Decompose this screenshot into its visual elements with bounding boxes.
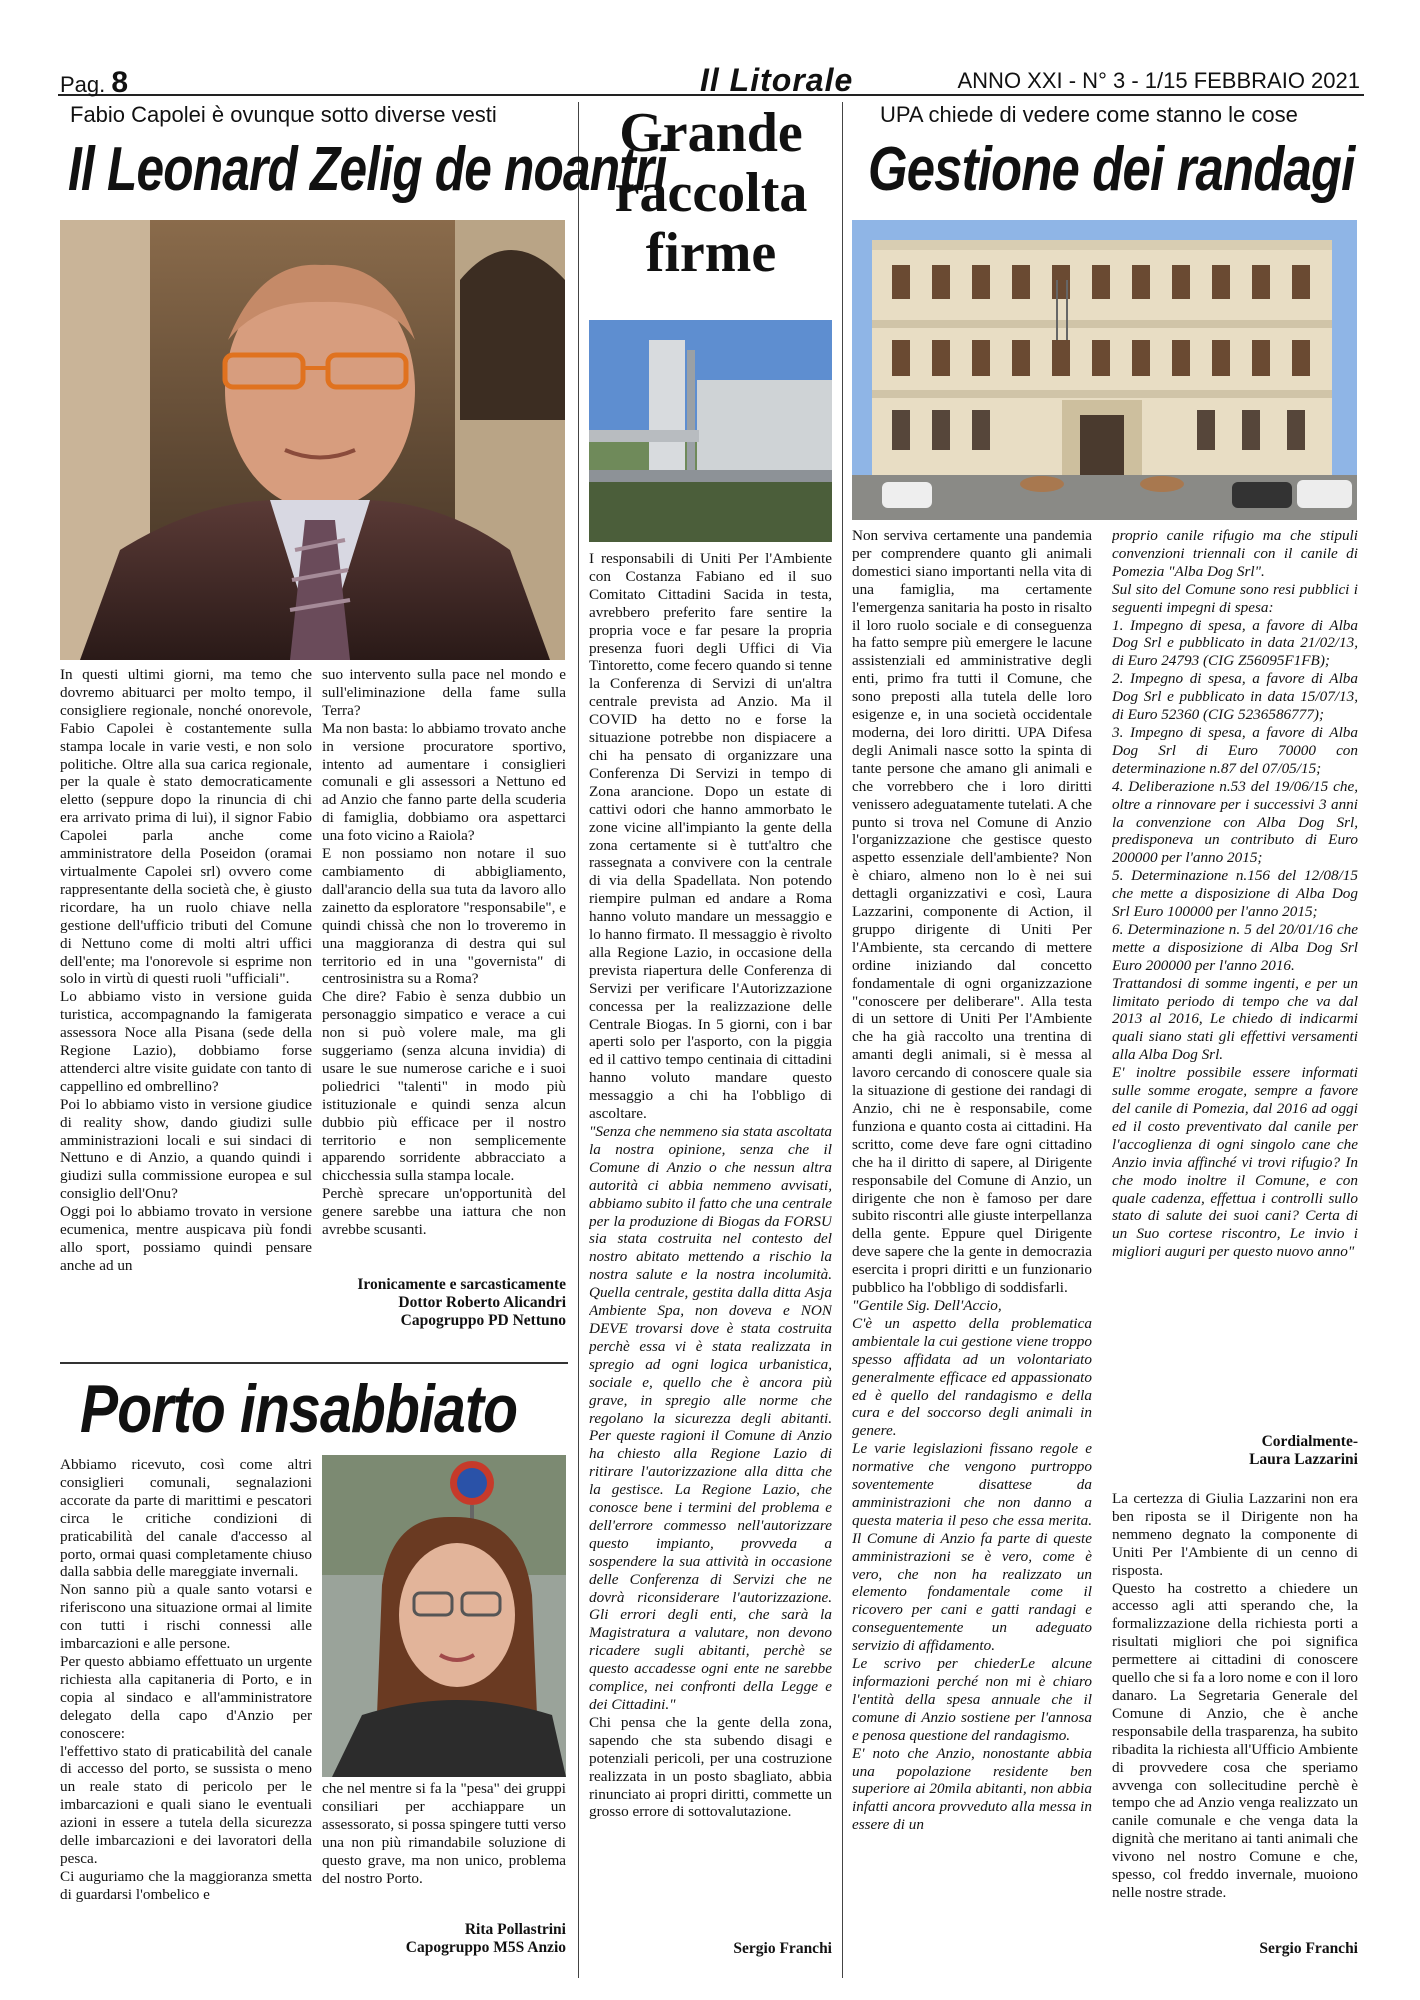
- right-after-p2: Questo ha costretto a chiedere un accesso agli atti sperando che, la formalizzazione della richiesta porti a risultati migliori che poi significa permettere ai cittadini di conoscere quello che si fa a loro nome e con il loro danaro. La Segretaria Generale del Comune di Anzio, che è anche responsabile della trasparenza, ha subito ribadita la richiesta all'Ufficio Ambiente di provvedere cosa che speriamo avvenga con sollecitudine perchè è tempo che ad Anzio venga realizzato un canile comunale e che venga data la dignità che meritano ai tanti animali che vivono nel nostro Comune e che, spesso, col freddo invernale, muoiono nelle nostre strade.: [1112, 1579, 1358, 1901]
- right-letter-item5: 5. Determinazione n.156 del 12/08/15 che mette a disposizione di Alba Dog Srl Euro 100000 per l'anno 2015;: [1112, 867, 1358, 921]
- page-number: [60, 66, 128, 100]
- right-letter-item4: 4. Deliberazione n.53 del 19/06/15 che, oltre a rinnovare per i successivi 3 anni la convenzione con Alba Dog Srl, predisponeva un contributo di Euro 200000 per l'anno 2015;: [1112, 777, 1358, 867]
- left-kicker: Fabio Capolei è ovunque sotto diverse vesti: [70, 102, 497, 127]
- porto-article-col2: [322, 1780, 566, 1890]
- left-col1-p1: In questi ultimi giorni, ma temo che dovremo abituarci per molto tempo, il consigliere regionale, nonché onorevole, Fabio Capolei è costantemente sulla stampa locale in varie vesti, e non solo politiche. Oltre alla sua carica regionale, per la quale è stato democraticamente eletto (seppure dopo la rinuncia di chi era arrivato prima di lui), il signor Fabio Capolei parla anche come amministratore della Poseidon (oramai virtualmente Capolei srl) ovvero come rappresentante della società che, è giusto ricordare, ha un ruolo chiave nella gestione dell'ufficio tributi del Comune di Nettuno come di molti altri uffici dell'ente; ma l'onorevole si esprime non solo in virtù di questi ruoli "ufficiali".: [60, 666, 312, 988]
- middle-headline-line2: raccolta: [614, 162, 808, 224]
- middle-intro: I responsabili di Uniti Per l'Ambiente con Costanza Fabiano ed il suo Comitato Cittadini Sacida in testa, avrebbero preferito fare sentire la propria voce e far pesare la propria presenza fuori degli Uffici di Via Tintoretto, come fecero quando si tenne la Conferenza di Servizi di un'altra centrale prevista ad Anzio. Ma il COVID ha detto no e forse la situazione potrebbe non dispiacere a chi ha pensato di organizzare una Conferenza Di Servizi in tempo di Zona arancione. Dopo un estate di cattivi odori che hanno ammorbato le zone vicine all'impianto la gente della zona certamente si è tutt'altro che rassegnata a convivere con la centrale di via della Spadellata. Non potendo riempire pulman ed andare a Roma hanno voluto mandare un messaggio e lo hanno firmato. Il messaggio è rivolto alla Regione Lazio, in occasione della prevista riapertura delle Conferenza di Servizi per verificare l'Autorizzazione concessa per la realizzazione delle Centrale Biogas. In 5 giorni, con i bar aperti solo per l'asporto, con la piggia ed il cattivo tempo centinaia di cittadini hanno voluto mandare questo messaggio a chi ha l'obbligo di ascoltare.: [589, 550, 832, 1123]
- right-letter-c2-p4: E' inoltre possibile essere informati sulle somme erogate, sempre a favore del canile di Pomezia, dal 2016 ad oggi ed il costo preventivato dal canile per l'accoglienza di ogni singolo cane che Anzio invia affinché vi trovi rifugio? In che modo inoltre il Comune, e con quale cadenza, effettua i controlli sullo stato di salute dei suoi cani? Certa di un Suo cortese riscontro, Le invio i migliori auguri per questo nuovo anno": [1112, 1064, 1358, 1261]
- right-letter-c2-p2: Sul sito del Comune sono resi pubblici i seguenti impegni di spesa:: [1112, 580, 1358, 616]
- porto-signature-name: Rita Pollastrini: [464, 1921, 566, 1938]
- porto-signature-role: Capogruppo M5S Anzio: [405, 1939, 566, 1956]
- page-label: Pag.: [60, 72, 106, 97]
- right-letter-salutation: "Gentile Sig. Dell'Accio,: [852, 1296, 1002, 1314]
- middle-headline: [590, 103, 832, 283]
- porto-col2-p1: che nel mentre si fa la "pesa" dei gruppi consiliari per acchiappare un assessorato, si possa spingere tutti verso una non più rimandabile soluzione di questo grave, ma non unico, problema del nostro Porto.: [322, 1780, 566, 1887]
- masthead: Il Litorale: [700, 62, 854, 98]
- middle-headline-line3: firme: [645, 222, 777, 284]
- right-signature: Sergio Franchi: [1259, 1940, 1358, 1957]
- middle-petition-quote: "Senza che nemmeno sia stata ascoltata la nostra opinione, senza che il Comune di Anzio o che nessun altra autorità ci abbia nemmeno avvisati, abbiamo subito il fatto che una centrale per la produzione di Biogas da FORSU sia stata costruita nel contesto del nostro abitato mettendo a rischio la nostra salute e la nostra incolumità. Quella centrale, gestita dalla ditta Asja Ambiente Spa, non doveva e NON DEVE trovarsi dove è stata costruita perchè essa vi è stata realizzata in spregio ad ogni logica urbanistica, sociale e, quello che è ancora più grave, in spregio alle norme che regolano la sicurezza degli abitanti. Per queste ragioni il Comune di Anzio ha chiesto alla Regione Lazio di ritirare l'autorizzazione alla ditta che la gestisce. La Regione Lazio, che conosce bene i termini del problema e dell'errore commesso nell'autorizzare questo impianto, provveda a sospendere la sua attività in occasione delle Conferenza di Servizi che ne dovrà riconsiderare l'autorizzazione. Gli errori degli enti, che sarà la Magistratura a valutare, non devono ricadere sugli abitanti, perchè se questo accadesse ogni ente ne sarebbe complice, nei confronti della Legge e dei Cittadini.": [589, 1123, 832, 1713]
- photo-rita-pollastrini: [322, 1455, 566, 1777]
- right-letter-p1: C'è un aspetto della problematica ambientale la cui gestione viene troppo spesso affidata ad un volontariato generalmente efficace ed appassionato ed è quello del randagismo e della cura e del soccorso degli animali in genere.: [852, 1314, 1092, 1440]
- right-col1-intro: Non serviva certamente una pandemia per comprendere quanto gli animali domestici siano importanti nella vita di una famiglia, ma certamente l'emergenza sanitaria ha posto in risalto il loro ruolo sociale e di conseguenza ha fatto sempre più emergere le lacune assistenziali ed amministrative degli enti, primo fra tutti il Comune, che sono preposti alla tutela delle loro esigenze e, in una società occidentale moderna, dei loro diritti. UPA Difesa degli Animali nasce sotto la spinta di tante persone che amano gli animali e che vorrebbero che i loro diritti venissero adeguatamente tutelati. A che punto si trova nel Comune di Anzio l'organizzazione che gestisce questo aspetto essenziale dell'ambiente? Non è chiaro, almeno non lo è nei sui dettagli organizzativi e così, Laura Lazzarini, componente di Action, il gruppo dirigente di Uniti Per l'Ambiente, sta cercando di mettere ordine iniziando dal concetto fondamentale di ogni organizzazione "conoscere per deliberare". Alla testa di un settore di Uniti Per l'Ambiente che ha già raccolto una trentina di amanti degli animali, si è messa al lavoro cercando di conoscere quale sia la situazione di gestione dei randagi di Anzio, chi ne è responsabile, come funziona e quanto costa ai cittadini. Ha scritto, come deve fare ogni cittadino che ha il diritto di sapere, al Dirigente responsabile del Comune di Anzio, un dirigente che non è famoso per dare subito riscontri alle giuste interpellanza della gente. Eppure quel Dirigente deve sapere che la gente in democrazia esercita i propri diritti e un funzionario pubblico ha l'obbligo di soddisfarli.: [852, 527, 1092, 1297]
- photo-fabio-capolei: [60, 220, 565, 660]
- left-col2-p2: Ma non basta: lo abbiamo trovato anche in versione procuratore sportivo, intento ad aumentare i consiglieri comunali e gli assessori a Nettuno ed ad Anzio che fanno parte della scuderia di famiglia, dobbiamo ora aspettarci una foto vicino a Raiola?: [322, 719, 566, 845]
- left-signature-line1: Ironicamente e sarcasticamente: [357, 1276, 566, 1293]
- right-letter-c2-p3: Trattandosi di somme ingenti, e per un limitato periodo di tempo che va dal 2013 al 2016, Le chiedo di indicarmi quali siano stati gli effettivi versamenti alla Alba Dog Srl.: [1112, 974, 1358, 1064]
- porto-headline: Porto insabbiato: [80, 1371, 518, 1447]
- right-letter-p4: E' noto che Anzio, nonostante abbia una popolazione residente ben superiore ai 20mila abitanti, non abbia infatti ancora provveduto alla messa in essere di un: [852, 1744, 1092, 1834]
- middle-headline-line1: Grande: [619, 102, 803, 164]
- right-letter-signer: Laura Lazzarini: [1249, 1451, 1358, 1468]
- right-letter-item6: 6. Determinazione n. 5 del 20/01/16 che mette a disposizione di Alba Dog Srl Euro 200000 per l'anno 2016.: [1112, 920, 1358, 974]
- photo-biogas-plant: [589, 320, 832, 542]
- porto-col1-p1: Abbiamo ricevuto, così come altri consiglieri comunali, segnalazioni accorate da parte di marittimi e pescatori circa le critiche condizioni di praticabilità del canale d'accesso al porto, ormai quasi completamente chiuso dalla sabbia delle mareggiate invernali.: [60, 1456, 312, 1581]
- left-col2-p1: suo intervento sulla pace nel mondo e sull'eliminazione della fame sulla Terra?: [322, 666, 566, 719]
- page-number-value: 8: [111, 66, 129, 99]
- left-col2-p4: Che dire? Fabio è senza dubbio un personaggio simpatico e verace a cui non si può volere male, ma gli suggeriamo (senza alcuna invidia) di usare le sue numerose cariche e i suoi poliedrici "talenti" in modo più istituzionale e quindi senza alcun dubbio più efficace per il nostro territorio e non semplicemente apparendo sorridente abbracciato a chicchessia sulla stampa locale.: [322, 988, 566, 1185]
- left-signature: [322, 1276, 566, 1330]
- right-after-p1: La certezza di Giulia Lazzarini non era ben riposta se il Dirigente non ha nemmeno degnato la componente di Uniti Per l'Ambiente di un cenno di risposta.: [1112, 1490, 1358, 1579]
- left-col2-p5: Perchè sprecare un'opportunità del genere sarebbe una iattura che non avrebbe scusanti.: [322, 1185, 566, 1239]
- left-article-col2: [322, 666, 566, 1270]
- right-letter-c2-p1: proprio canile rifugio ma che stipuli convenzioni triennali con il canile di Pomezia "Alba Dog Srl".: [1112, 527, 1358, 580]
- right-kicker: UPA chiede di vedere come stanno le cose: [880, 102, 1298, 127]
- right-letter-item3: 3. Impegno di spesa, a favore di Alba Dog Srl di Euro 70000 con determinazione n.87 del 07/05/15;: [1112, 723, 1358, 777]
- right-article-col2: [1112, 527, 1358, 1427]
- page-header: [58, 62, 1364, 99]
- right-letter-item1: 1. Impegno di spesa, a favore di Alba Dog Srl e pubblicato in data 21/02/13, di Euro 24793 (CIG Z56095F1FB);: [1112, 616, 1358, 670]
- right-letter-p3: Le scrivo per chiederLe alcune informazioni perché non mi è chiaro l'entità della spesa annuale che il comune di Anzio sostiene per l'annosa e penosa questione del randagismo.: [852, 1655, 1092, 1744]
- right-article-col2-after: [1112, 1490, 1358, 1935]
- left-col1-p4: Oggi poi lo abbiamo trovato in versione ecumenica, mentre auspicava più fondi allo sport, possiamo quindi pensare anche ad un: [60, 1203, 312, 1274]
- column-rule-right: [842, 102, 843, 1978]
- left-signature-role: Capogruppo PD Nettuno: [400, 1312, 566, 1329]
- photo-anzio-town-hall: [852, 220, 1357, 520]
- issue-info: ANNO XXI - N° 3 - 1/15 FEBBRAIO 2021: [957, 68, 1360, 93]
- column-rule-left: [578, 102, 579, 1978]
- left-col2-p3: E non possiamo non notare il suo cambiamento di abbigliamento, dall'arancio della sua tuta da lavoro allo zainetto da esploratore "responsabile", e quindi chissà che non lo troveremo in una maggioranza di destra qui sul territorio ed in una "governista" di centrosinistra su a Roma?: [322, 845, 566, 988]
- left-col1-p2: Lo abbiamo visto in versione guida turistica, accompagnando la famigerata assessora Noce alla Pisana (sede della Regione Lazio), dobbiamo forse attenderci altre visite guidate con tanto di cappellino ed ombrellino?: [60, 988, 312, 1095]
- middle-closing: Chi pensa che la gente della zona, sapendo che sta subendo disagi e potenziali pericoli, per una costruzione realizzata in un posto sbagliato, abbia rinunciato ai propri diritti, commette un grosso errore di sottovalutazione.: [589, 1713, 832, 1821]
- porto-col1-p2: Non sanno più a quale santo votarsi e riferiscono una situazione ormai al limite con tutti i rischi connessi alle imbarcazioni e alle persone.: [60, 1581, 312, 1653]
- middle-signature: Sergio Franchi: [733, 1940, 832, 1957]
- right-letter-item2: 2. Impegno di spesa, a favore di Alba Dog Srl e pubblicato in data 15/07/13, di Euro 52360 (CIG 5236586777);: [1112, 670, 1358, 724]
- middle-article-body: [589, 550, 832, 1935]
- left-col1-p3: Poi lo abbiamo visto in versione giudice di reality show, dando giudizi sulle amministrazioni locali e sui sindaci di Nettuno e di Anzio, a quando quindi i giudizi sulla commissione europea e sul consiglio dell'Onu?: [60, 1095, 312, 1203]
- right-letter-signature: [1112, 1433, 1358, 1469]
- right-letter-closing: Cordialmente-: [1261, 1433, 1358, 1450]
- porto-col1-p5: Ci auguriamo che la maggioranza smetta di guardarsi l'ombelico e: [60, 1867, 312, 1903]
- right-letter-p2: Le varie legislazioni fissano regole e normative che vengono purtroppo soventemente disattese da amministrazioni che non danno a questa materia il peso che essa merita. Il Comune di Anzio fa parte di queste amministrazioni se è vero, come è vero, che non ha realizzato un elemento fondamentale come il ricovero per cani e gatti randagi e conseguentemente un adeguato servizio di affidamento.: [852, 1440, 1092, 1655]
- section-divider: [60, 1362, 568, 1364]
- left-article-col1: [60, 666, 312, 1363]
- right-article-col1: [852, 527, 1092, 1977]
- right-headline: Gestione dei randagi: [868, 135, 1355, 204]
- left-headline: Il Leonard Zelig de noantri: [68, 135, 667, 204]
- porto-col1-p3: Per questo abbiamo effettuato un urgente richiesta alla capitaneria di Porto, e in copia al sindaco e all'amministratore delegato della capo d'Anzio per conoscere:: [60, 1652, 312, 1742]
- porto-signature: [322, 1921, 566, 1957]
- porto-col1-p4: l'effettivo stato di praticabilità del canale di accesso del porto, se sussista o meno un reale stato di pericolo per le imbarcazioni e quali siano le eventuali azioni in essere a tutela della sicurezza delle imbarcazioni e dei lavoratori della pesca.: [60, 1742, 312, 1867]
- left-signature-name: Dottor Roberto Alicandri: [398, 1294, 566, 1311]
- porto-article-col1: [60, 1456, 312, 1961]
